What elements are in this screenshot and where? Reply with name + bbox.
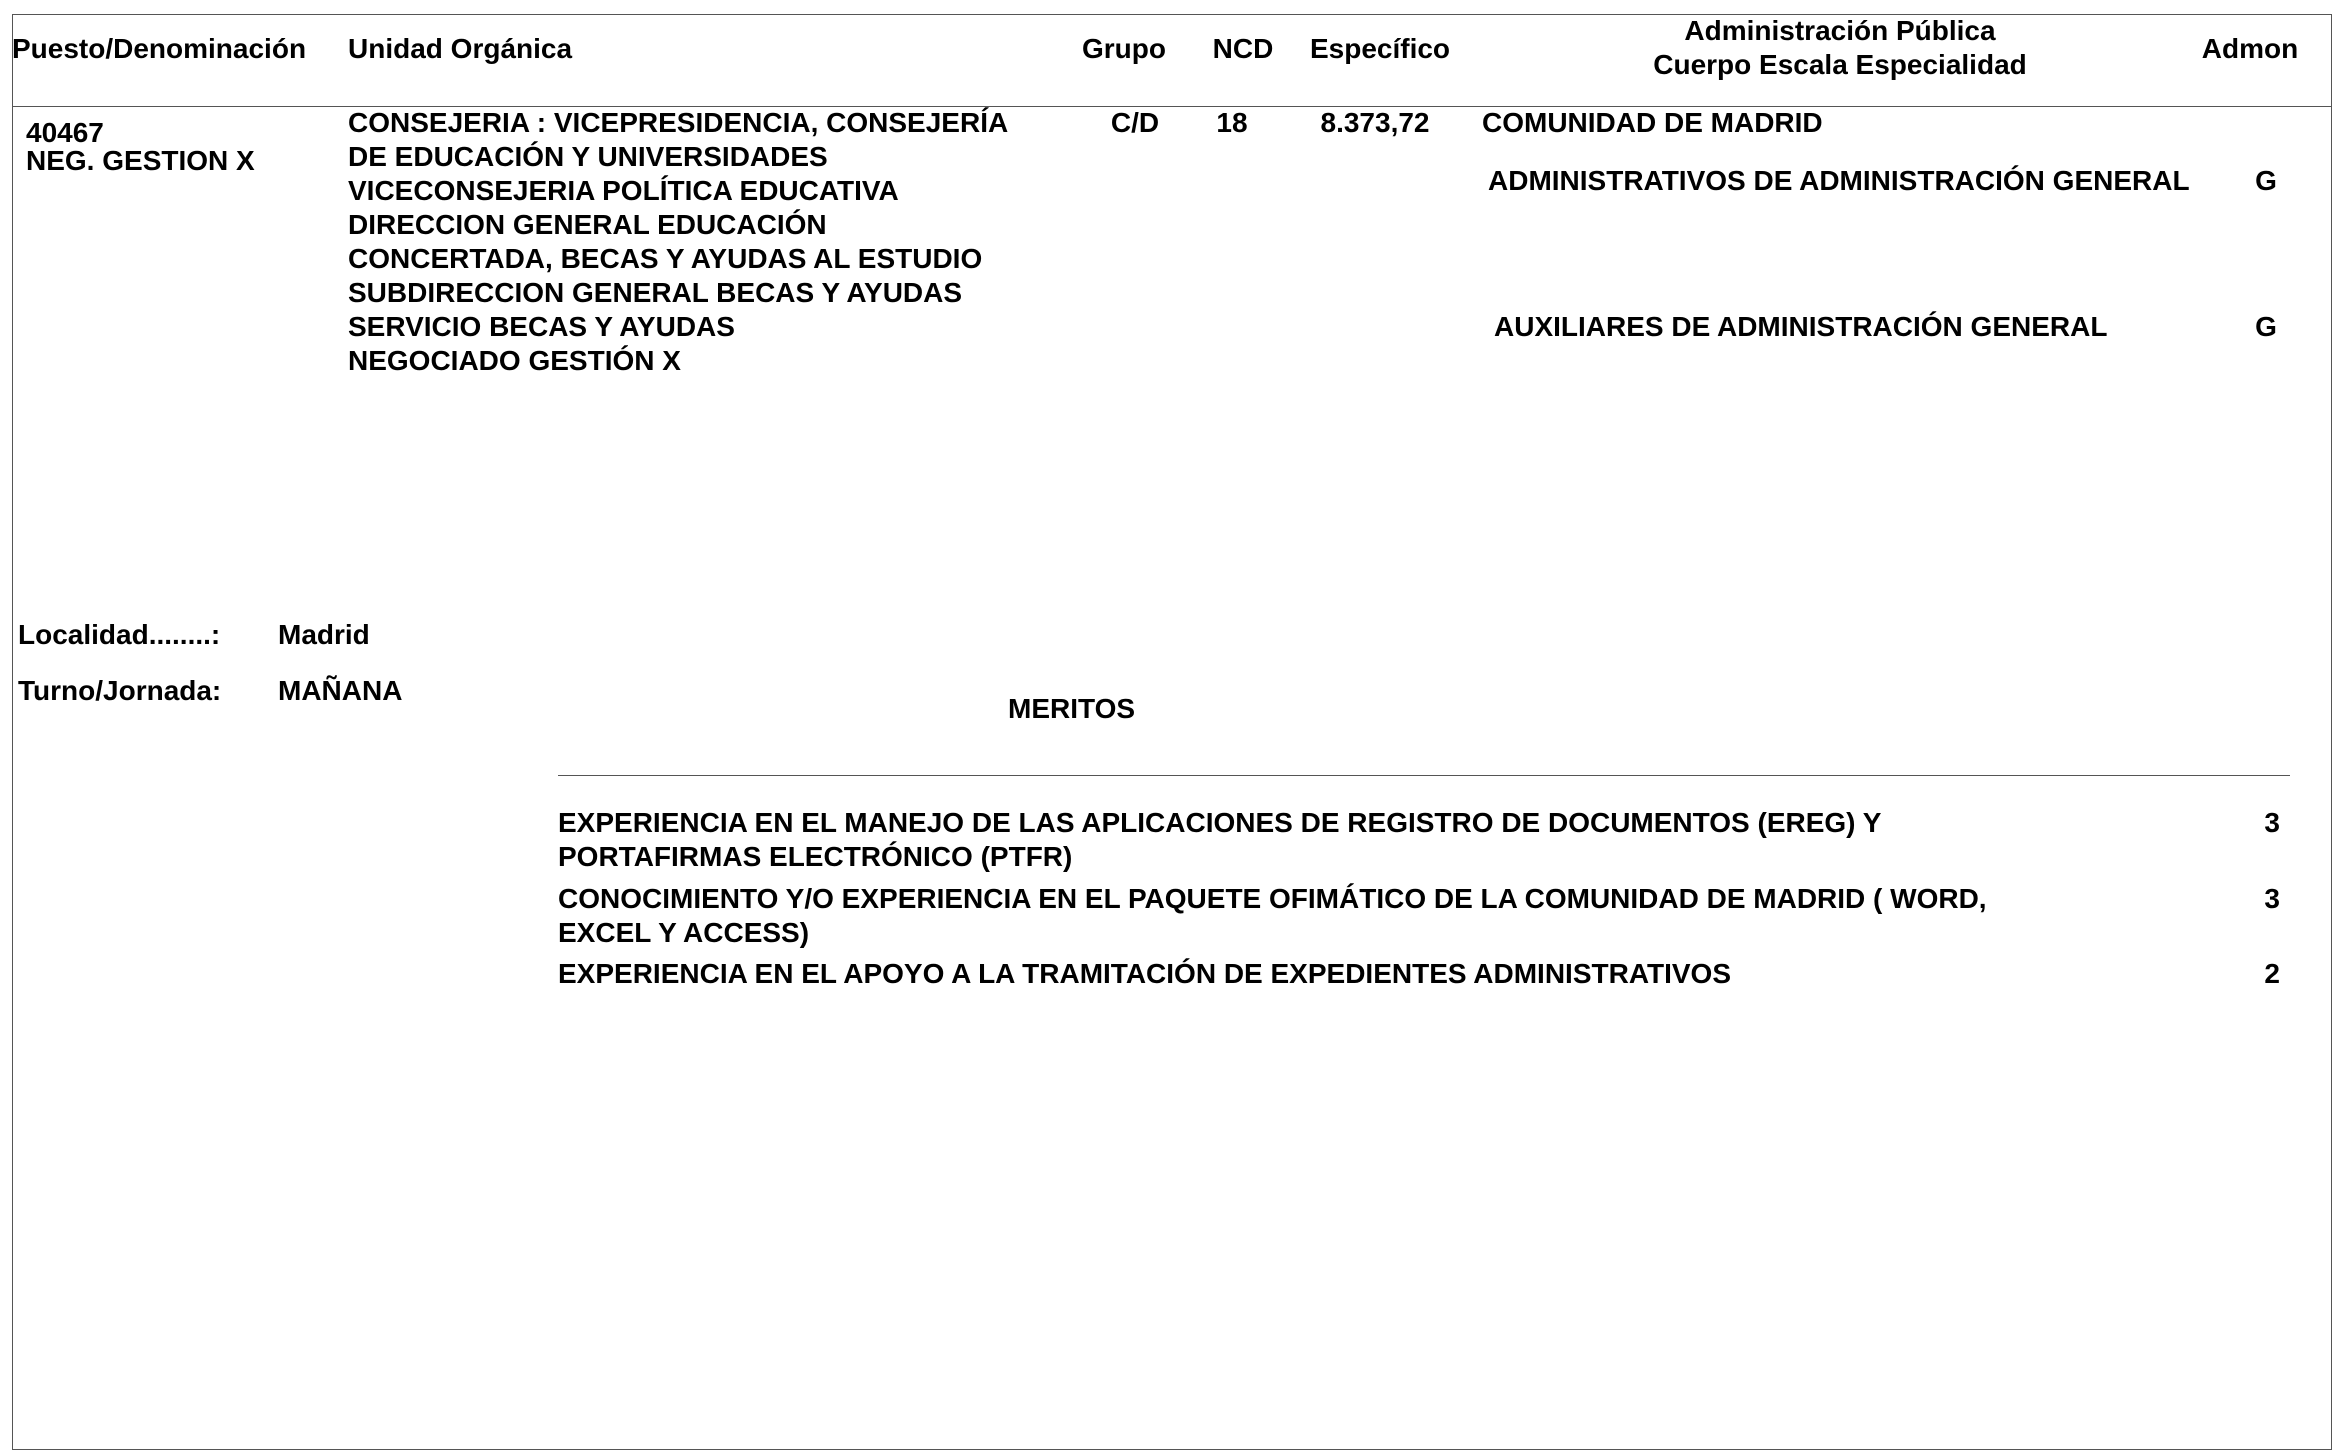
- merito-puntos: 3: [2264, 807, 2280, 838]
- merito-line: EXPERIENCIA EN EL APOYO A LA TRAMITACIÓN DE EXPEDIENTES ADMINISTRATIVOS: [558, 958, 1731, 989]
- meritos-title: MERITOS: [1008, 693, 1136, 724]
- meritos-divider: [558, 775, 2290, 776]
- merito-item: [558, 806, 1881, 874]
- header-especifico: Específico: [1309, 33, 1451, 64]
- localidad-value: Madrid: [278, 619, 370, 650]
- merito-item: [558, 957, 1731, 991]
- puesto-codigo: 40467: [26, 117, 104, 148]
- unidad-line: DIRECCION GENERAL EDUCACIÓN: [348, 209, 827, 240]
- merito-line: PORTAFIRMAS ELECTRÓNICO (PTFR): [558, 841, 1073, 872]
- cuerpo-admon: G: [2255, 165, 2277, 196]
- turno-label: Turno/Jornada:: [18, 675, 222, 706]
- header-admon: Admon: [2201, 33, 2299, 64]
- merito-item: [558, 882, 1987, 950]
- header-administracion-publica: Administración Pública: [1684, 15, 1996, 46]
- turno-value: MAÑANA: [278, 675, 403, 706]
- merito-line: EXCEL Y ACCESS): [558, 917, 810, 948]
- header-cuerpo-escala: Cuerpo Escala Especialidad: [1653, 49, 2027, 80]
- header-unidad: Unidad Orgánica: [348, 33, 573, 64]
- unidad-organica: [348, 106, 1008, 378]
- header-grupo: Grupo: [1082, 33, 1166, 64]
- header-puesto: Puesto/Denominación: [12, 33, 307, 64]
- unidad-line: VICECONSEJERIA POLÍTICA EDUCATIVA: [348, 175, 899, 206]
- merito-line: CONOCIMIENTO Y/O EXPERIENCIA EN EL PAQUETE OFIMÁTICO DE LA COMUNIDAD DE MADRID ( WORD,: [558, 883, 1987, 914]
- unidad-line: SERVICIO BECAS Y AYUDAS: [348, 311, 735, 342]
- merito-line: EXPERIENCIA EN EL MANEJO DE LAS APLICACIONES DE REGISTRO DE DOCUMENTOS (EREG) Y: [558, 807, 1882, 838]
- unidad-line: DE EDUCACIÓN Y UNIVERSIDADES: [348, 141, 828, 172]
- puesto-denominacion: NEG. GESTION X: [26, 145, 255, 176]
- merito-puntos: 2: [2264, 958, 2280, 989]
- unidad-line: CONCERTADA, BECAS Y AYUDAS AL ESTUDIO: [348, 243, 983, 274]
- puesto-grupo: C/D: [1110, 107, 1160, 138]
- unidad-line: NEGOCIADO GESTIÓN X: [348, 345, 681, 376]
- merito-puntos: 3: [2264, 883, 2280, 914]
- unidad-line: SUBDIRECCION GENERAL BECAS Y AYUDAS: [348, 277, 963, 308]
- header-ncd: NCD: [1212, 33, 1274, 64]
- unidad-line: CONSEJERIA : VICEPRESIDENCIA, CONSEJERÍA: [348, 107, 1009, 138]
- puesto-ncd: 18: [1216, 107, 1248, 138]
- cuerpo-nombre: ADMINISTRATIVOS DE ADMINISTRACIÓN GENERAL: [1488, 165, 2190, 196]
- localidad-label: Localidad........:: [18, 619, 221, 650]
- cuerpo-nombre: AUXILIARES DE ADMINISTRACIÓN GENERAL: [1494, 311, 2108, 342]
- cuerpo-admon: G: [2255, 311, 2277, 342]
- puesto-especifico: 8.373,72: [1320, 107, 1430, 138]
- puesto-administracion: COMUNIDAD DE MADRID: [1482, 107, 1823, 138]
